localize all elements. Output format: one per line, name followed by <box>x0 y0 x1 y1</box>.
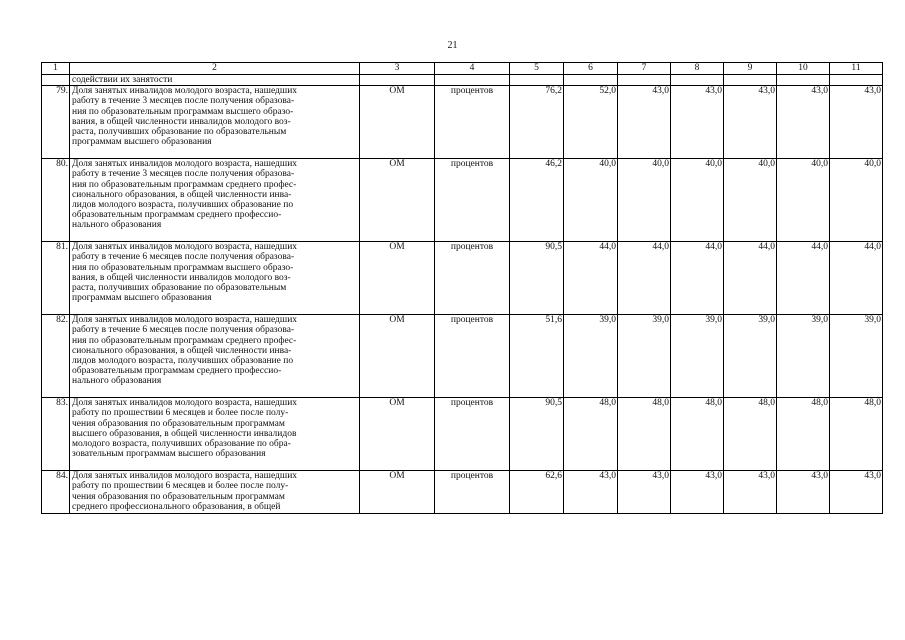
value-cell: 44,0 <box>618 242 671 315</box>
description-line: ния по образовательным программам среднего профес- <box>72 335 297 346</box>
row-number-cell: 80. <box>42 159 70 242</box>
empty-cell <box>671 75 724 86</box>
indicator-description <box>70 471 360 514</box>
unit-cell: процентов <box>435 315 510 398</box>
value-cell: 44,0 <box>724 242 777 315</box>
source-cell: ОМ <box>360 242 435 315</box>
indicator-row <box>42 86 883 159</box>
value-cell: 43,0 <box>777 471 830 514</box>
empty-cell <box>564 75 618 86</box>
value-cell: 44,0 <box>777 242 830 315</box>
value-cell: 52,0 <box>564 86 618 159</box>
value-cell: 43,0 <box>830 86 883 159</box>
value-cell: 44,0 <box>564 242 618 315</box>
value-cell: 43,0 <box>618 471 671 514</box>
empty-cell <box>360 75 435 86</box>
column-number-row <box>42 63 883 75</box>
indicator-row <box>42 315 883 398</box>
value-cell: 44,0 <box>671 242 724 315</box>
continuation-row <box>42 75 883 86</box>
row-number-cell: 79. <box>42 86 70 159</box>
description-line: раста, получивших образование по образовательным <box>72 127 287 138</box>
value-cell: 76,2 <box>510 86 564 159</box>
source-cell: ОМ <box>360 315 435 398</box>
value-cell: 43,0 <box>724 86 777 159</box>
value-cell: 39,0 <box>830 315 883 398</box>
description-line: работу в течение 6 месяцев после получения образова- <box>72 252 295 263</box>
value-cell: 43,0 <box>671 86 724 159</box>
unit-cell: процентов <box>435 86 510 159</box>
description-line: сионального образования, в общей численности инва- <box>72 189 292 200</box>
value-cell: 39,0 <box>724 315 777 398</box>
description-line: работу по прошествии 6 месяцев и более после полу- <box>72 408 289 419</box>
column-header: 4 <box>435 63 510 75</box>
empty-cell <box>510 75 564 86</box>
description-line: молодого возраста, получивших образование по обра- <box>72 439 291 450</box>
value-cell: 48,0 <box>777 398 830 471</box>
description-line: Доля занятых инвалидов молодого возраста, нашедших <box>72 86 298 97</box>
description-line: ния по образовательным программам высшего образо- <box>72 262 294 273</box>
description-line: лидов молодого возраста, получивших образование по <box>72 356 294 367</box>
value-cell: 48,0 <box>564 398 618 471</box>
description-line: Доля занятых инвалидов молодого возраста, нашедших <box>72 242 298 253</box>
description-line: вания, в общей численности инвалидов молодого воз- <box>72 116 291 127</box>
value-cell: 48,0 <box>671 398 724 471</box>
empty-cell <box>435 75 510 86</box>
indicator-description <box>70 398 360 471</box>
value-cell: 48,0 <box>724 398 777 471</box>
column-header: 3 <box>360 63 435 75</box>
description-line: сионального образования, в общей численности инва- <box>72 345 292 356</box>
row-number-cell: 81. <box>42 242 70 315</box>
row-number-cell: 82. <box>42 315 70 398</box>
column-header: 9 <box>724 63 777 75</box>
value-cell: 40,0 <box>777 159 830 242</box>
description-line: вания, в общей численности инвалидов молодого воз- <box>72 272 291 283</box>
source-cell: ОМ <box>360 86 435 159</box>
value-cell: 40,0 <box>564 159 618 242</box>
indicators-table <box>41 62 883 514</box>
description-line: Доля занятых инвалидов молодого возраста, нашедших <box>72 398 298 409</box>
description-line: Доля занятых инвалидов молодого возраста, нашедших <box>72 315 298 326</box>
unit-cell: процентов <box>435 159 510 242</box>
indicator-row <box>42 471 883 514</box>
value-cell: 90,5 <box>510 398 564 471</box>
description-line: ния по образовательным программам среднего профес- <box>72 179 297 190</box>
column-header: 1 <box>42 63 70 75</box>
description-line: раста, получивших образование по образовательным <box>72 283 287 294</box>
value-cell: 46,2 <box>510 159 564 242</box>
value-cell: 90,5 <box>510 242 564 315</box>
empty-cell <box>618 75 671 86</box>
value-cell: 43,0 <box>830 471 883 514</box>
column-header: 5 <box>510 63 564 75</box>
value-cell: 51,6 <box>510 315 564 398</box>
value-cell: 39,0 <box>671 315 724 398</box>
description-line: зовательным программам высшего образования <box>72 449 266 460</box>
description-line: ния по образовательным программам высшего образо- <box>72 106 294 117</box>
value-cell: 39,0 <box>618 315 671 398</box>
column-header: 7 <box>618 63 671 75</box>
description-line: Доля занятых инвалидов молодого возраста, нашедших <box>72 159 298 170</box>
description-line: нального образования <box>72 220 162 231</box>
description-line: работу в течение 3 месяцев после получения образова- <box>72 169 295 180</box>
unit-cell: процентов <box>435 398 510 471</box>
source-cell: ОМ <box>360 471 435 514</box>
indicator-row <box>42 242 883 315</box>
column-header: 10 <box>777 63 830 75</box>
description-line: программам высшего образования <box>72 137 212 148</box>
description-line: образовательным программам среднего профессио- <box>72 366 282 377</box>
value-cell: 40,0 <box>724 159 777 242</box>
empty-cell <box>724 75 777 86</box>
value-cell: 39,0 <box>777 315 830 398</box>
description-line: среднего профессионального образования, в общей <box>72 501 281 512</box>
column-header: 6 <box>564 63 618 75</box>
source-cell: ОМ <box>360 159 435 242</box>
description-line: работу в течение 3 месяцев после получения образова- <box>72 96 295 107</box>
source-cell: ОМ <box>360 398 435 471</box>
value-cell: 40,0 <box>671 159 724 242</box>
value-cell: 48,0 <box>618 398 671 471</box>
unit-cell: процентов <box>435 471 510 514</box>
description-line: нального образования <box>72 376 162 387</box>
indicator-description <box>70 86 360 159</box>
indicator-description <box>70 242 360 315</box>
description-line: высшего образования, в общей численности инвалидов <box>72 428 297 439</box>
value-cell: 48,0 <box>830 398 883 471</box>
empty-cell <box>830 75 883 86</box>
unit-cell: процентов <box>435 242 510 315</box>
row-number-cell <box>42 75 70 86</box>
description-line: программам высшего образования <box>72 293 212 304</box>
value-cell: 43,0 <box>564 471 618 514</box>
description-line: образовательным программам среднего профессио- <box>72 210 282 221</box>
description-line: Доля занятых инвалидов молодого возраста, нашедших <box>72 471 298 482</box>
indicator-description <box>70 159 360 242</box>
indicator-description <box>70 315 360 398</box>
description-line: работу по прошествии 6 месяцев и более после полу- <box>72 481 289 492</box>
description-line: работу в течение 6 месяцев после получения образова- <box>72 325 295 336</box>
column-header: 8 <box>671 63 724 75</box>
column-header: 11 <box>830 63 883 75</box>
value-cell: 43,0 <box>618 86 671 159</box>
value-cell: 43,0 <box>777 86 830 159</box>
value-cell: 39,0 <box>564 315 618 398</box>
empty-cell <box>777 75 830 86</box>
indicator-row <box>42 159 883 242</box>
value-cell: 43,0 <box>671 471 724 514</box>
value-cell: 43,0 <box>724 471 777 514</box>
description-line: чения образования по образовательным программам <box>72 491 285 502</box>
page-number: 21 <box>447 40 458 51</box>
indicator-row <box>42 398 883 471</box>
value-cell: 62,6 <box>510 471 564 514</box>
description-line: чения образования по образовательным программам <box>72 418 285 429</box>
value-cell: 44,0 <box>830 242 883 315</box>
value-cell: 40,0 <box>618 159 671 242</box>
row-number-cell: 84. <box>42 471 70 514</box>
value-cell: 40,0 <box>830 159 883 242</box>
continuation-text: содействии их занятости <box>70 75 360 86</box>
description-line: лидов молодого возраста, получивших образование по <box>72 200 294 211</box>
column-header: 2 <box>70 63 360 75</box>
row-number-cell: 83. <box>42 398 70 471</box>
